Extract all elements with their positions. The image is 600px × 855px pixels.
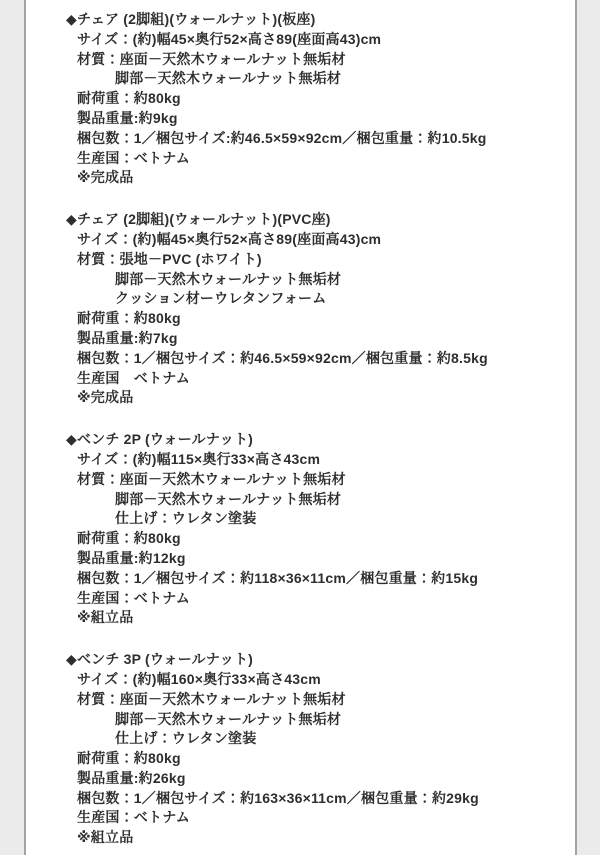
spec-line: 材質：張地－PVC (ホワイト) <box>77 250 262 267</box>
section-title: ◆ベンチ 2P (ウォールナット) <box>66 431 254 448</box>
spec-line: 耐荷重：約80kg <box>77 750 181 767</box>
spec-line: クッション材ーウレタンフォーム <box>115 290 327 307</box>
spec-line: 脚部－天然木ウォールナット無垢材 <box>115 710 342 727</box>
spec-line: サイズ：(約)幅160×奥行33×高さ43cm <box>77 670 321 687</box>
spec-line: 仕上げ：ウレタン塗装 <box>115 730 257 747</box>
spec-line: 材質：座面－天然木ウォールナット無垢材 <box>77 470 346 487</box>
spec-panel <box>24 0 577 855</box>
spec-line: 製品重量:約9kg <box>77 109 178 126</box>
spec-line: 耐荷重：約80kg <box>77 530 181 547</box>
section-title: ◆チェア (2脚組)(ウォールナット)(板座) <box>66 11 316 27</box>
spec-line: 耐荷重：約80kg <box>77 310 181 327</box>
spec-line: 材質：座面－天然木ウォールナット無垢材 <box>77 690 346 707</box>
spec-line: サイズ：(約)幅115×奥行33×高さ43cm <box>77 450 321 467</box>
spec-line: 脚部－天然木ウォールナット無垢材 <box>115 490 342 507</box>
spec-line: 製品重量:約7kg <box>77 329 178 346</box>
spec-line: 梱包数：1／梱包サイズ：約118×36×11cm／梱包重量：約15kg <box>77 569 479 586</box>
spec-line: 仕上げ：ウレタン塗装 <box>115 510 257 527</box>
spec-line: 脚部－天然木ウォールナット無垢材 <box>115 270 342 287</box>
spec-line: 耐荷重：約80kg <box>77 90 181 107</box>
spec-line: 材質：座面－天然木ウォールナット無垢材 <box>77 50 346 67</box>
product-spec-section <box>26 210 575 408</box>
spec-line: 梱包数：1／梱包サイズ：約46.5×59×92cm／梱包重量：約8.5kg <box>77 349 488 366</box>
spec-line: ※完成品 <box>77 169 134 186</box>
spec-line: 脚部－天然木ウォールナット無垢材 <box>115 70 342 87</box>
spec-line: 生産国：ベトナム <box>77 589 190 606</box>
section-title: ◆チェア (2脚組)(ウォールナット)(PVC座) <box>66 211 331 228</box>
spec-line: 生産国：ベトナム <box>77 149 190 166</box>
spec-line: 生産国 ベトナム <box>77 369 190 386</box>
spec-line: ※完成品 <box>77 389 134 406</box>
section-title: ◆ベンチ 3P (ウォールナット) <box>66 651 254 668</box>
spec-line: 梱包数：1／梱包サイズ：約163×36×11cm／梱包重量：約29kg <box>77 789 479 806</box>
spec-line: 生産国：ベトナム <box>77 809 190 826</box>
spec-line: 製品重量:約12kg <box>77 549 186 566</box>
spec-line: ※組立品 <box>77 829 134 846</box>
spec-line: サイズ：(約)幅45×奥行52×高さ89(座面高43)cm <box>77 230 382 247</box>
spec-line: サイズ：(約)幅45×奥行52×高さ89(座面高43)cm <box>77 30 382 47</box>
spec-line: 製品重量:約26kg <box>77 769 186 786</box>
spec-line: 梱包数：1／梱包サイズ:約46.5×59×92cm／梱包重量：約10.5kg <box>77 129 487 146</box>
product-spec-section <box>26 650 575 848</box>
spec-line: ※組立品 <box>77 609 134 626</box>
product-spec-section <box>26 430 575 628</box>
product-spec-section <box>26 10 575 188</box>
